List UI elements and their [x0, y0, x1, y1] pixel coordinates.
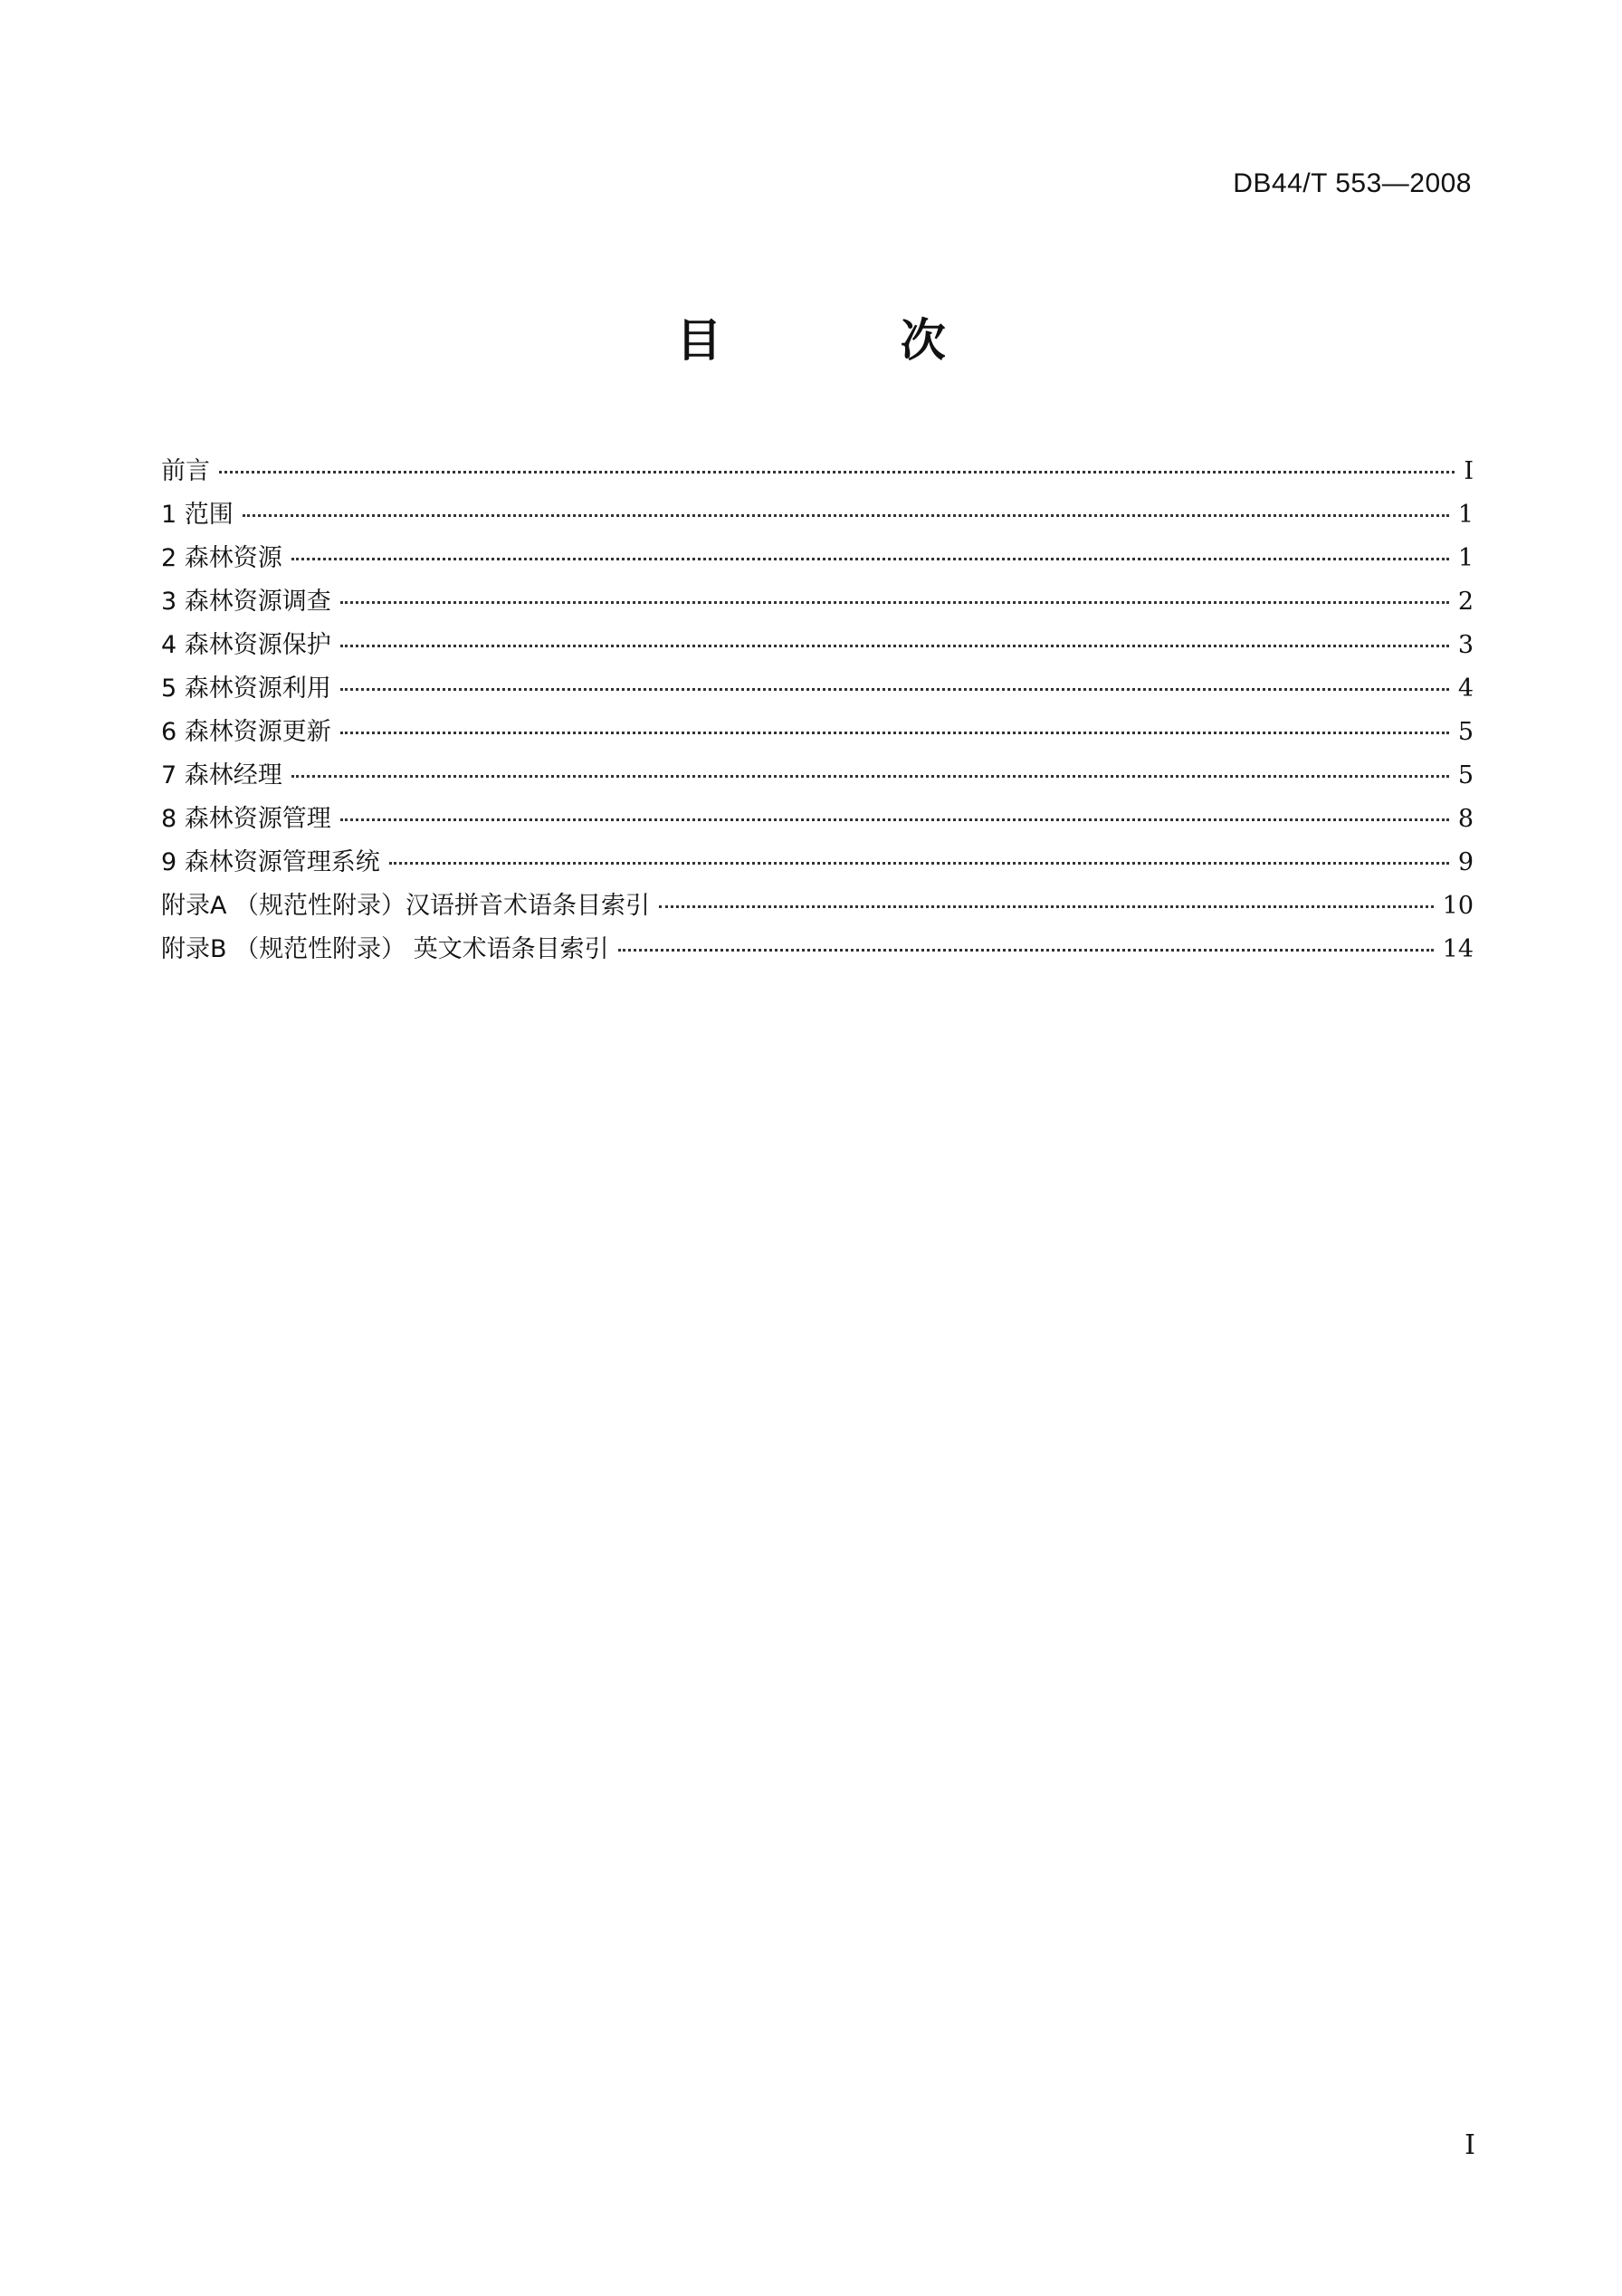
standard-code: DB44/T 553—2008 — [1233, 168, 1472, 198]
toc-entry[interactable] — [161, 494, 1474, 538]
toc-entry-label: 前言 — [161, 457, 210, 485]
toc-leader-dots — [340, 732, 1449, 734]
toc-entry[interactable] — [161, 625, 1474, 668]
toc-leader-dots — [618, 949, 1434, 952]
toc-leader-dots — [659, 905, 1434, 908]
toc-entry-page: 1 — [1457, 501, 1474, 529]
toc-entry[interactable] — [161, 799, 1474, 842]
toc-entry-page: 10 — [1442, 892, 1474, 920]
page-number: I — [1465, 2129, 1475, 2161]
toc-entry-label: 1 范围 — [161, 501, 234, 529]
toc-entry-label: 8 森林资源管理 — [161, 805, 331, 833]
toc-entry-page: I — [1464, 457, 1474, 485]
toc-entry-label: 附录B （规范性附录） 英文术语条目索引 — [161, 935, 609, 963]
toc-entry[interactable] — [161, 668, 1474, 712]
toc-entry-label: 5 森林资源利用 — [161, 674, 331, 703]
toc-entry-page: 8 — [1457, 805, 1474, 833]
toc-entry-label: 6 森林资源更新 — [161, 718, 331, 746]
toc-leader-dots — [219, 471, 1455, 474]
toc-entry-page: 5 — [1457, 761, 1474, 789]
toc-leader-dots — [291, 775, 1449, 778]
toc-entry-page: 3 — [1457, 631, 1474, 659]
toc-leader-dots — [243, 514, 1449, 517]
page-title: 目 次 — [676, 314, 1027, 367]
toc-leader-dots — [340, 688, 1449, 691]
toc-entry-page: 14 — [1442, 935, 1474, 963]
toc-entry[interactable] — [161, 885, 1474, 929]
toc-entry-page: 9 — [1457, 848, 1474, 876]
toc-entry[interactable] — [161, 451, 1474, 494]
toc-entry[interactable] — [161, 842, 1474, 885]
toc-entry-page: 4 — [1457, 674, 1474, 703]
table-of-contents — [161, 451, 1474, 972]
toc-entry-label: 7 森林经理 — [161, 761, 282, 789]
toc-entry[interactable] — [161, 581, 1474, 625]
toc-entry-page: 5 — [1457, 718, 1474, 746]
toc-entry[interactable] — [161, 929, 1474, 972]
toc-leader-dots — [340, 601, 1449, 604]
toc-leader-dots — [389, 862, 1449, 865]
toc-entry-label: 3 森林资源调查 — [161, 588, 331, 616]
toc-entry-label: 附录A （规范性附录）汉语拼音术语条目索引 — [161, 892, 651, 920]
toc-leader-dots — [340, 645, 1449, 647]
toc-entry-page: 1 — [1457, 544, 1474, 572]
toc-entry[interactable] — [161, 538, 1474, 581]
toc-entry[interactable] — [161, 712, 1474, 755]
toc-entry[interactable] — [161, 755, 1474, 799]
toc-leader-dots — [340, 818, 1449, 821]
toc-entry-label: 2 森林资源 — [161, 544, 282, 572]
toc-entry-page: 2 — [1457, 588, 1474, 616]
toc-leader-dots — [291, 558, 1449, 560]
toc-entry-label: 4 森林资源保护 — [161, 631, 331, 659]
toc-entry-label: 9 森林资源管理系统 — [161, 848, 380, 876]
